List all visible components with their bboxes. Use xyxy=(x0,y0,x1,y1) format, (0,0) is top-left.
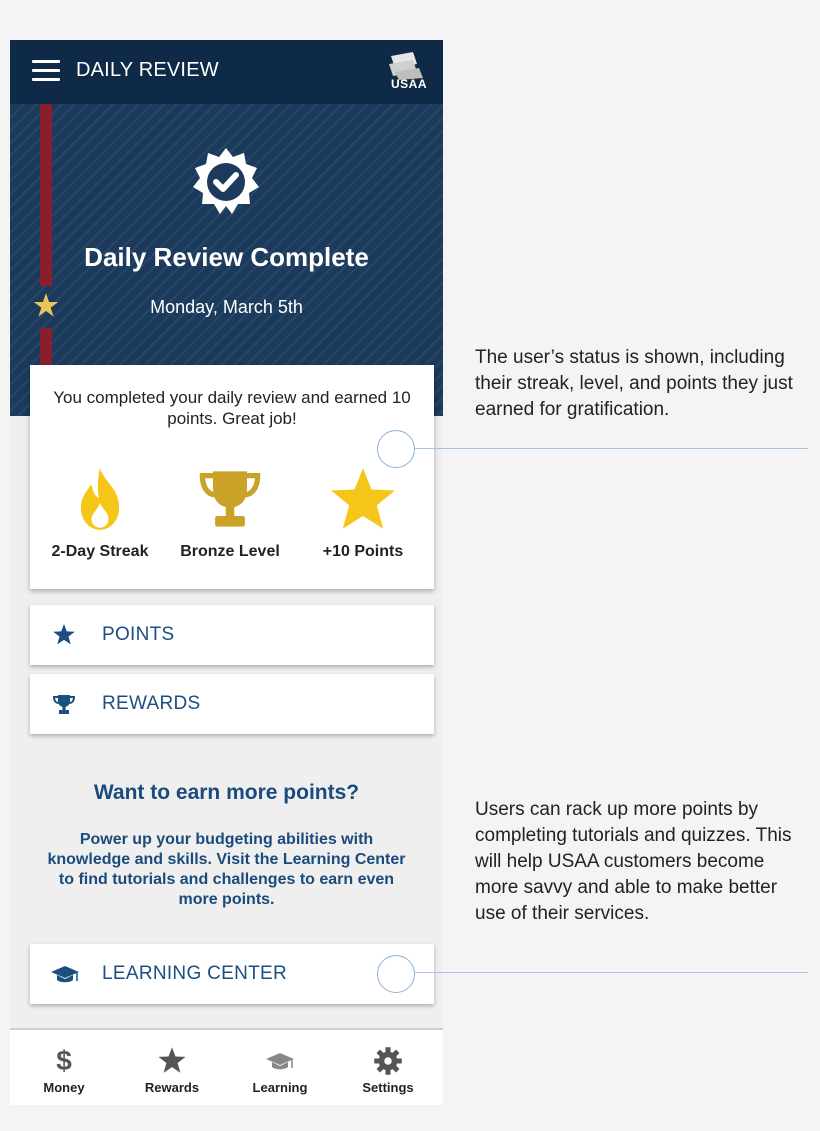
page-title: DAILY REVIEW xyxy=(76,59,219,81)
status-message: You completed your daily review and earned 10 points. Great job! xyxy=(53,388,411,428)
streak-stat xyxy=(35,465,165,561)
callout-circle-status xyxy=(377,430,415,468)
points-nav-label: POINTS xyxy=(102,624,175,645)
learning-center-label: LEARNING CENTER xyxy=(102,963,288,984)
star-icon xyxy=(52,623,76,647)
logo-text: USAA xyxy=(390,77,427,91)
tab-learning-label: Learning xyxy=(252,1080,308,1095)
rewards-nav-item[interactable] xyxy=(30,674,434,734)
tab-settings-label: Settings xyxy=(362,1080,414,1095)
phone-screen xyxy=(10,40,443,1105)
callout-line-learning xyxy=(414,972,808,973)
points-stat xyxy=(298,465,428,561)
annotation-learning: Users can rack up more points by completing tutorials and quizzes. This will help USAA customers become more savvy and able to make better use of their services. xyxy=(475,799,792,924)
tab-rewards-label: Rewards xyxy=(144,1080,200,1095)
tab-money[interactable] xyxy=(10,1030,118,1105)
graduation-cap-icon xyxy=(50,962,80,986)
callout-circle-learning xyxy=(377,955,415,993)
ribbon-decoration-lower xyxy=(40,328,52,368)
status-card xyxy=(30,365,434,589)
flame-icon xyxy=(66,465,134,533)
tab-rewards[interactable] xyxy=(118,1030,226,1105)
points-earned-label: +10 Points xyxy=(322,543,404,560)
menu-icon[interactable] xyxy=(32,60,60,82)
star-icon xyxy=(329,465,397,533)
tab-money-label: Money xyxy=(43,1080,85,1095)
bottom-tab-bar xyxy=(10,1028,443,1105)
rewards-nav-label: REWARDS xyxy=(102,693,201,714)
hero-date: Monday, March 5th xyxy=(150,297,303,317)
streak-label: 2-Day Streak xyxy=(51,543,149,560)
annotation-status: The user’s status is shown, including their streak, level, and points they just earned for gratification. xyxy=(475,347,793,420)
learning-center-button[interactable] xyxy=(30,944,434,1004)
trophy-icon xyxy=(196,465,264,533)
check-badge-icon xyxy=(190,146,262,218)
hero-title: Daily Review Complete xyxy=(84,242,369,272)
graduation-cap-icon xyxy=(265,1046,295,1076)
callout-line-status xyxy=(414,448,808,449)
promo-text: Power up your budgeting abilities with knowledge and skills. Visit the Learning Center to find tutorials and challenges to earn even more points. xyxy=(47,831,406,908)
star-icon xyxy=(157,1046,187,1076)
dollar-icon: $ xyxy=(56,1045,72,1076)
promo-title: Want to earn more points? xyxy=(93,781,360,804)
trophy-icon xyxy=(52,692,76,716)
gear-icon xyxy=(373,1046,403,1076)
points-nav-item[interactable] xyxy=(30,605,434,665)
tab-learning[interactable] xyxy=(226,1030,334,1105)
top-bar xyxy=(10,40,443,104)
level-stat xyxy=(165,465,295,561)
level-label: Bronze Level xyxy=(180,543,280,560)
tab-settings[interactable] xyxy=(334,1030,442,1105)
